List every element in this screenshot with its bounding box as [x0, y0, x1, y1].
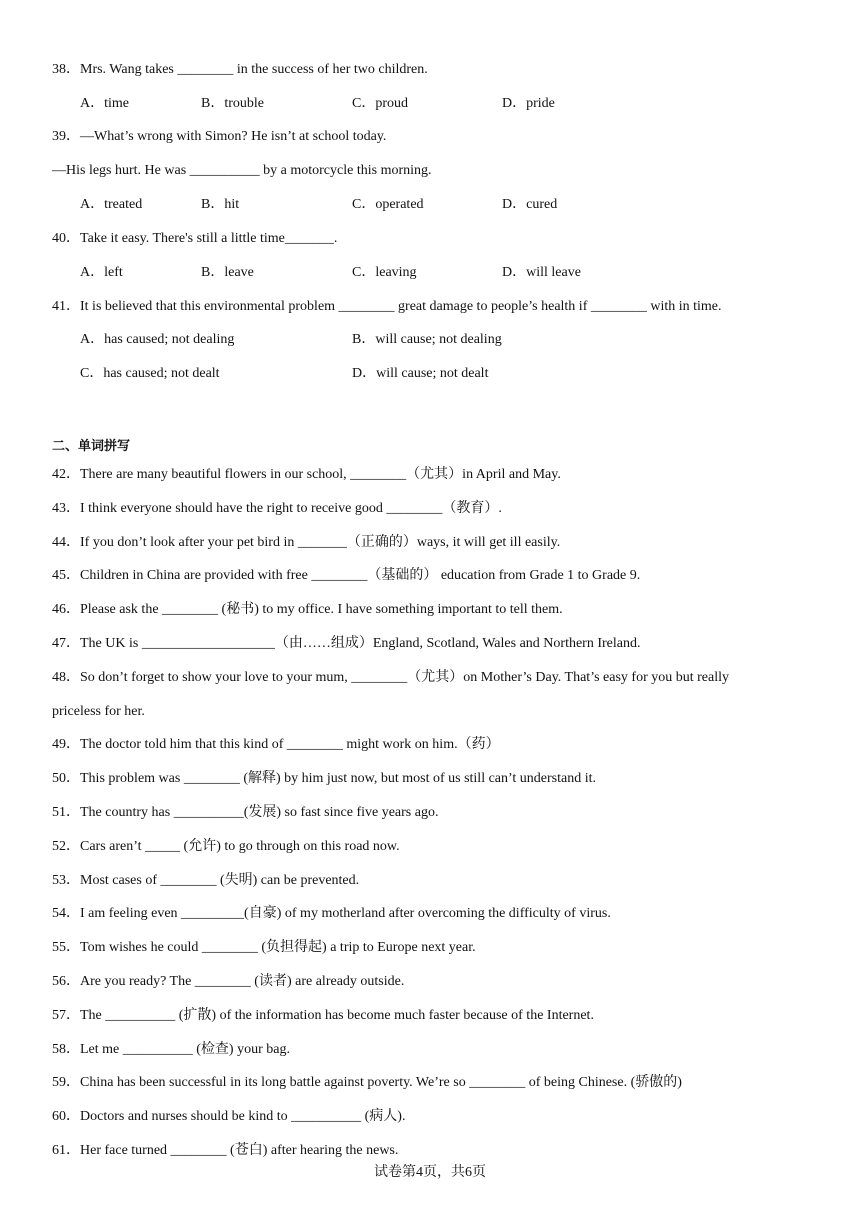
- question-49: 49．The doctor told him that this kind of ________ might work on him.（药）: [52, 737, 500, 752]
- q38-option-c: C．proud: [352, 96, 408, 111]
- q41-option-a: A．has caused; not dealing: [80, 332, 235, 347]
- q40-option-a: A．left: [80, 265, 123, 280]
- question-47: 47．The UK is ___________________（由……组成）England, Scotland, Wales and Northern Ireland.: [52, 636, 641, 651]
- q39-option-c: C．operated: [352, 197, 424, 212]
- question-48-continued: priceless for her.: [52, 704, 145, 719]
- question-46: 46．Please ask the ________ (秘书) to my office. I have something important to tell them.: [52, 602, 563, 617]
- question-39-reply: —His legs hurt. He was __________ by a motorcycle this morning.: [52, 163, 432, 178]
- q39-option-a: A．treated: [80, 197, 143, 212]
- q40-option-b: B．leave: [201, 265, 254, 280]
- q38-option-d: D．pride: [502, 96, 555, 111]
- section-title-spelling: 二、单词拼写: [52, 439, 131, 454]
- question-42: 42．There are many beautiful flowers in our school, ________（尤其）in April and May.: [52, 467, 561, 482]
- question-48: 48．So don’t forget to show your love to your mum, ________（尤其）on Mother’s Day. That’s easy for you but really: [52, 670, 729, 685]
- question-50: 50．This problem was ________ (解释) by him just now, but most of us still can’t understand it.: [52, 771, 597, 786]
- question-59: 59．China has been successful in its long battle against poverty. We’re so ________ of being Chinese. (骄傲的): [52, 1075, 682, 1090]
- question-60: 60．Doctors and nurses should be kind to __________ (病人).: [52, 1109, 406, 1124]
- question-61: 61．Her face turned ________ (苍白) after hearing the news.: [52, 1143, 399, 1158]
- question-44: 44．If you don’t look after your pet bird in _______（正确的）ways, it will get ill easily.: [52, 535, 561, 550]
- question-45: 45．Children in China are provided with free ________（基础的） education from Grade 1 to Grade 9.: [52, 568, 641, 583]
- page-footer: 试卷第4页，共6页: [374, 1165, 486, 1180]
- question-56: 56．Are you ready? The ________ (读者) are already outside.: [52, 974, 405, 989]
- question-38: 38．Mrs. Wang takes ________ in the success of her two children.: [52, 62, 428, 77]
- question-43: 43．I think everyone should have the right to receive good ________（教育）.: [52, 501, 502, 516]
- q38-option-a: A．time: [80, 96, 129, 111]
- q39-option-d: D．cured: [502, 197, 558, 212]
- question-41: 41．It is believed that this environmental problem ________ great damage to people’s health if ________ with in time.: [52, 299, 722, 314]
- question-55: 55．Tom wishes he could ________ (负担得起) a trip to Europe next year.: [52, 940, 476, 955]
- question-54: 54．I am feeling even _________(自豪) of my motherland after overcoming the difficulty of virus.: [52, 906, 611, 921]
- q38-option-b: B．trouble: [201, 96, 264, 111]
- question-52: 52．Cars aren’t _____ (允许) to go through on this road now.: [52, 839, 400, 854]
- question-39: 39．—What’s wrong with Simon? He isn’t at school today.: [52, 129, 387, 144]
- question-57: 57．The __________ (扩散) of the information has become much faster because of the Internet.: [52, 1008, 594, 1023]
- q39-option-b: B．hit: [201, 197, 240, 212]
- question-40: 40．Take it easy. There's still a little time_______.: [52, 231, 338, 246]
- q41-option-d: D．will cause; not dealt: [352, 366, 489, 381]
- q41-option-c: C．has caused; not dealt: [80, 366, 220, 381]
- question-51: 51．The country has __________(发展) so fast since five years ago.: [52, 805, 439, 820]
- q40-option-d: D．will leave: [502, 265, 581, 280]
- question-58: 58．Let me __________ (检查) your bag.: [52, 1042, 290, 1057]
- question-53: 53．Most cases of ________ (失明) can be prevented.: [52, 873, 360, 888]
- q41-option-b: B．will cause; not dealing: [352, 332, 502, 347]
- q40-option-c: C．leaving: [352, 265, 417, 280]
